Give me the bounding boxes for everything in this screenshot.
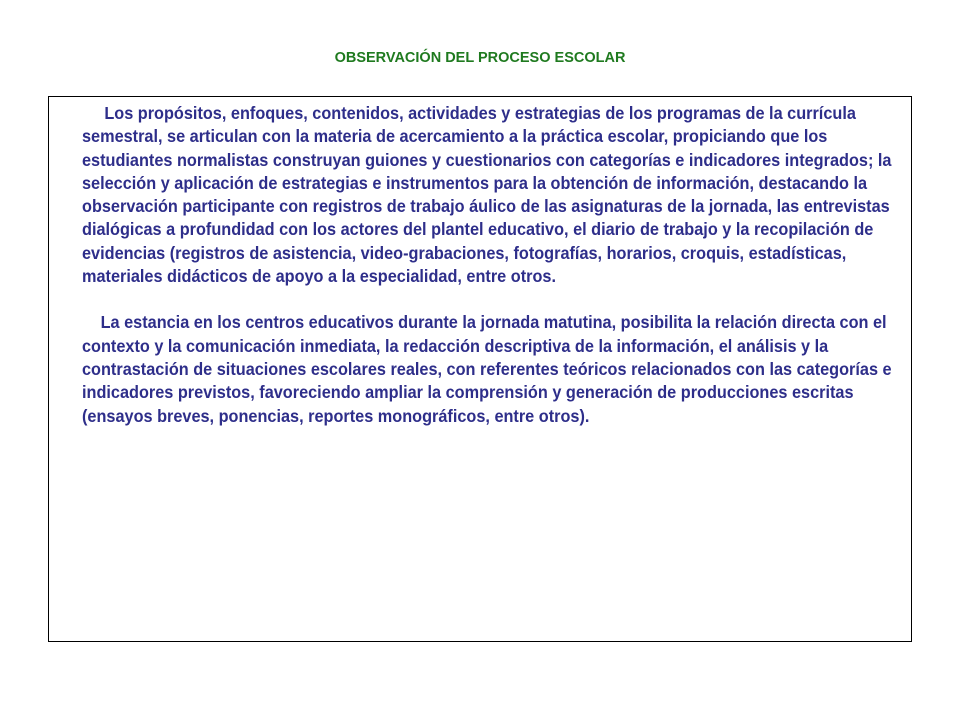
paragraph-1: Los propósitos, enfoques, contenidos, actividades y estrategias de los programas de la currícula semestral, se articulan con la materia de acercamiento a la práctica escolar, propiciando que los estudiantes normalistas construyan guiones y cuestionarios con categorías e indicadores integrados; la selección y aplicación de estrategias e instrumentos para la obtención de información, destacando la observación participante con registros de trabajo áulico de las asignaturas de la jornada, las entrevistas dialógicas a profundidad con los actores del plantel educativo, el diario de trabajo y la recopilación de evidencias (registros de asistencia, video-grabaciones, fotografías, horarios, croquis, estadísticas, materiales didácticos de apoyo a la especialidad, entre otros. xyxy=(82,103,892,287)
paragraph-2: La estancia en los centros educativos durante la jornada matutina, posibilita la relación directa con el contexto y la comunicación inmediata, la redacción descriptiva de la información, el análisis y la contrastación de situaciones escolares reales, con referentes teóricos relacionados con las categorías e indicadores previstos, favoreciendo ampliar la comprensión y generación de producciones escritas (ensayos breves, ponencias, reportes monográficos, entre otros). xyxy=(82,312,892,426)
content-box xyxy=(48,96,912,642)
slide-title: OBSERVACIÓN DEL PROCESO ESCOLAR xyxy=(334,50,626,66)
